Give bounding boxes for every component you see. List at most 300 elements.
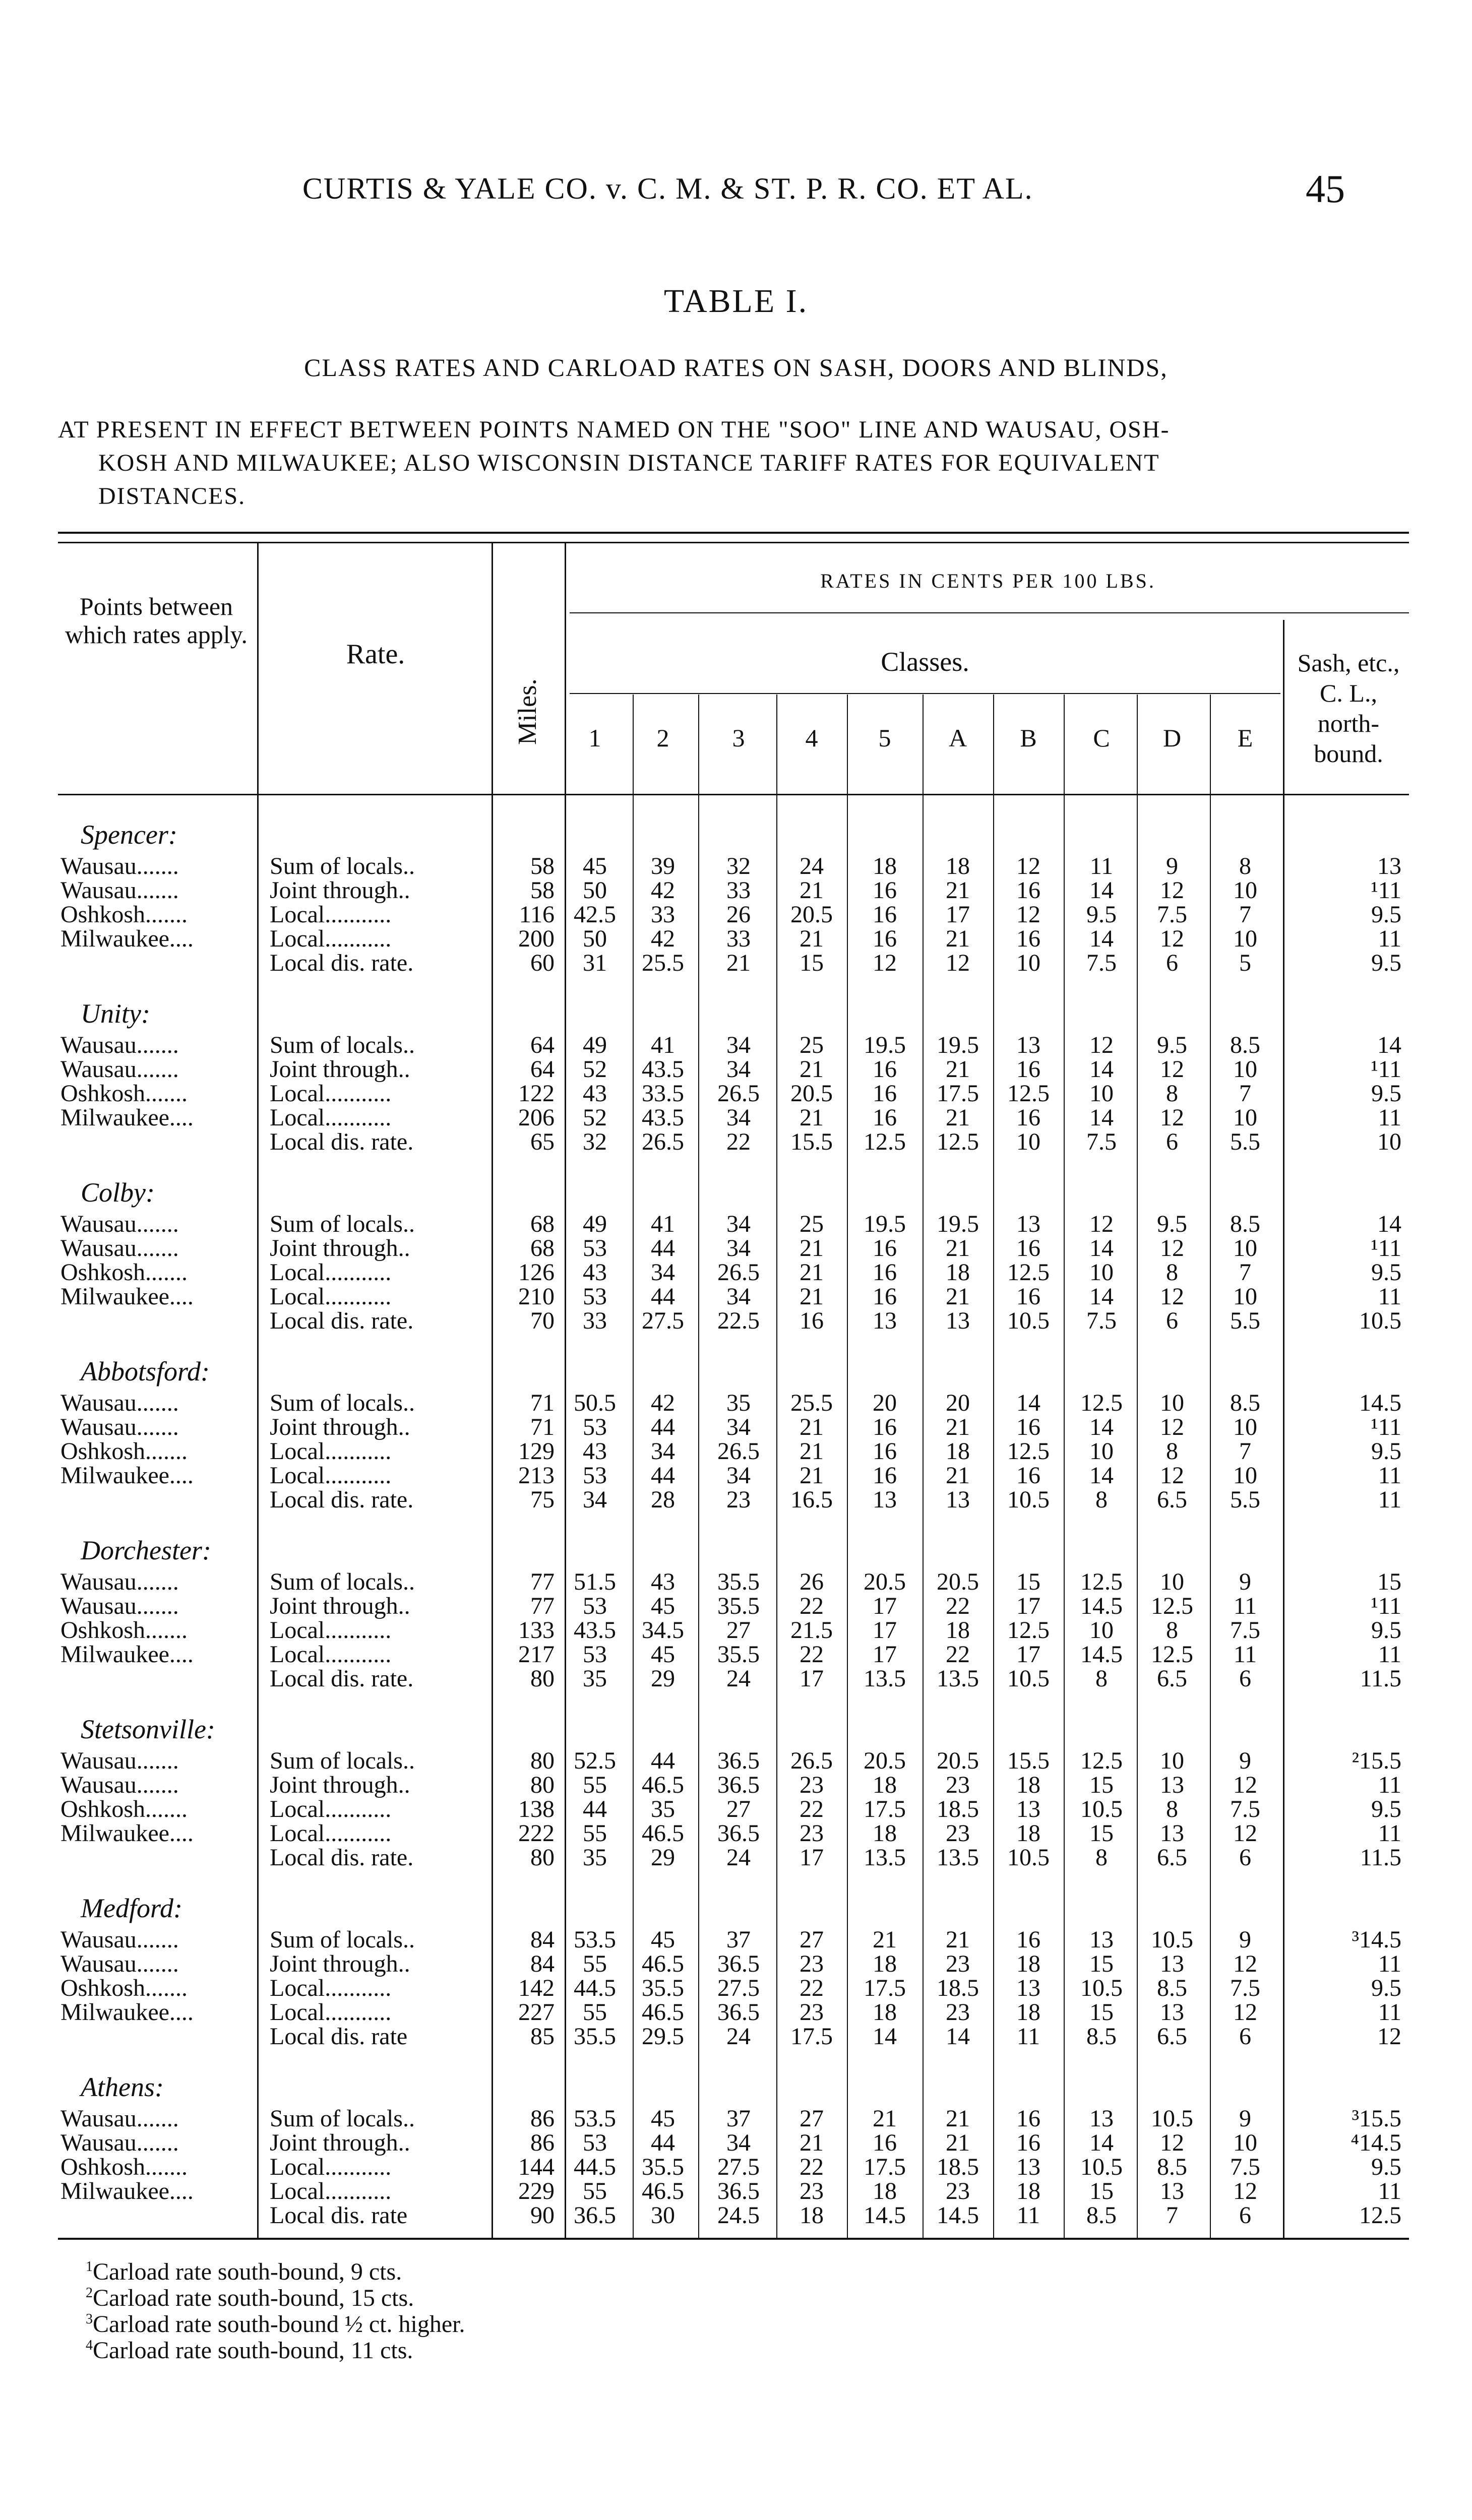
- miles-value: 116: [519, 901, 555, 928]
- class-rate-3: 34: [726, 1211, 751, 1237]
- class-rate-c: 14.5: [1080, 1641, 1123, 1668]
- sash-rate: 9.5: [1371, 2154, 1401, 2180]
- destination: Wausau.......: [60, 853, 179, 879]
- class-rate-a: 21: [946, 1926, 970, 1953]
- class-rate-e: 12: [1233, 1999, 1257, 2026]
- class-rate-1: 53.5: [574, 2105, 616, 2132]
- class-rate-e: 8.5: [1230, 1032, 1260, 1058]
- class-rate-3: 34: [726, 2129, 751, 2156]
- class-rate-a: 21: [946, 877, 970, 904]
- rate-type: Sum of locals..: [270, 1568, 415, 1595]
- rate-type: Joint through..: [270, 1056, 410, 1083]
- class-rate-1: 53.5: [574, 1926, 616, 1953]
- destination: Wausau.......: [60, 1926, 179, 1953]
- class-rate-1: 50: [583, 925, 607, 952]
- class-rate-1: 34: [583, 1486, 607, 1513]
- class-rate-5: 17.5: [864, 1975, 906, 2001]
- class-rate-4: 20.5: [790, 1080, 833, 1107]
- table-bottom-rule: [58, 2238, 1409, 2240]
- class-rate-b: 18: [1016, 2178, 1040, 2204]
- class-rate-5: 17.5: [864, 1796, 906, 1822]
- rate-type: Local...........: [270, 1259, 392, 1286]
- class-rate-b: 16: [1016, 2129, 1040, 2156]
- class-rate-d: 13: [1160, 1820, 1184, 1847]
- class-rate-1: 53: [583, 1593, 607, 1619]
- destination: Oshkosh.......: [60, 2154, 188, 2180]
- sash-rate: 9.5: [1371, 950, 1401, 976]
- destination: Oshkosh.......: [60, 1438, 188, 1465]
- class-rate-1: 45: [583, 853, 607, 879]
- class-rate-a: 20: [946, 1390, 970, 1416]
- class-rate-c: 8.5: [1086, 2202, 1117, 2229]
- class-rate-e: 10: [1233, 877, 1257, 904]
- rate-type: Joint through..: [270, 1593, 410, 1619]
- miles-value: 129: [518, 1438, 555, 1465]
- class-rate-e: 11: [1233, 1593, 1257, 1619]
- class-rate-a: 23: [946, 1772, 970, 1798]
- miles-value: 138: [518, 1796, 555, 1822]
- rate-type: Local dis. rate.: [270, 1128, 414, 1155]
- class-rate-5: 19.5: [864, 1032, 906, 1058]
- class-rate-3: 24: [726, 2023, 751, 2050]
- rate-type: Sum of locals..: [270, 1747, 415, 1774]
- sash-rate: 11.5: [1360, 1665, 1401, 1692]
- class-rate-4: 23: [800, 2178, 824, 2204]
- rate-type: Joint through..: [270, 1950, 410, 1977]
- class-rate-5: 21: [873, 1926, 897, 1953]
- class-rate-2: 46.5: [642, 1999, 684, 2026]
- miles-value: 64: [530, 1032, 555, 1058]
- rate-type: Local...........: [270, 2178, 392, 2204]
- class-rate-4: 23: [800, 1950, 824, 1977]
- class-rate-e: 11: [1233, 1641, 1257, 1668]
- class-header-e: E: [1237, 724, 1253, 752]
- class-rate-3: 35: [726, 1390, 751, 1416]
- class-rate-e: 9: [1239, 1568, 1251, 1595]
- miles-value: 85: [530, 2023, 555, 2050]
- class-header-c: C: [1093, 724, 1110, 752]
- miles-value: 77: [530, 1568, 555, 1595]
- miles-value: 80: [530, 1747, 555, 1774]
- class-rate-4: 26: [800, 1568, 824, 1595]
- class-rate-b: 13: [1016, 1211, 1040, 1237]
- class-rate-a: 18.5: [937, 1975, 979, 2001]
- class-rate-5: 21: [873, 2105, 897, 2132]
- class-rate-1: 42.5: [574, 901, 616, 928]
- class-rate-e: 5: [1239, 950, 1251, 976]
- class-rate-a: 14.5: [937, 2202, 979, 2229]
- destination: Wausau.......: [60, 1390, 179, 1416]
- class-header-2: 2: [656, 724, 669, 752]
- class-rate-2: 45: [651, 2105, 675, 2132]
- class-rate-5: 14.5: [864, 2202, 906, 2229]
- class-rate-d: 6.5: [1157, 1844, 1187, 1871]
- rate-type: Sum of locals..: [270, 1032, 415, 1058]
- class-rate-e: 6: [1239, 2202, 1251, 2229]
- class-rate-2: 25.5: [642, 950, 684, 976]
- sash-rate: 9.5: [1371, 1080, 1401, 1107]
- class-rate-c: 10: [1089, 1617, 1114, 1644]
- class-rate-d: 12: [1160, 1283, 1184, 1310]
- sash-rate: ¹11: [1371, 1593, 1401, 1619]
- destination: Wausau.......: [60, 1568, 179, 1595]
- class-rate-a: 18.5: [937, 1796, 979, 1822]
- class-rate-e: 9: [1239, 2105, 1251, 2132]
- class-rate-4: 21: [800, 877, 824, 904]
- class-rate-d: 8: [1166, 1259, 1178, 1286]
- place-heading: Stetsonville:: [81, 1714, 215, 1744]
- destination: Milwaukee....: [60, 1462, 194, 1489]
- class-rate-5: 16: [873, 1259, 897, 1286]
- rate-type: Local...........: [270, 2154, 392, 2180]
- footnote-text: Carload rate south-bound, 15 cts.: [93, 2285, 414, 2311]
- sash-rate: ¹11: [1371, 1414, 1401, 1440]
- sash-divider: [1283, 620, 1284, 2238]
- destination: Wausau.......: [60, 1056, 179, 1083]
- class-rate-e: 10: [1233, 2129, 1257, 2156]
- class-rate-b: 14: [1016, 1390, 1040, 1416]
- class-rate-2: 34: [651, 1438, 675, 1465]
- class-rate-3: 24: [726, 1665, 751, 1692]
- class-rate-c: 12: [1089, 1211, 1114, 1237]
- class-rate-3: 33: [726, 877, 751, 904]
- class-rate-c: 7.5: [1086, 1128, 1117, 1155]
- class-rate-3: 35.5: [717, 1641, 760, 1668]
- miles-value: 77: [530, 1593, 555, 1619]
- class-rate-b: 16: [1016, 1462, 1040, 1489]
- class-rate-e: 12: [1233, 2178, 1257, 2204]
- class-rate-c: 10: [1089, 1438, 1114, 1465]
- class-rate-1: 53: [583, 1283, 607, 1310]
- class-rate-2: 41: [651, 1032, 675, 1058]
- miles-value: 86: [530, 2129, 555, 2156]
- class-rate-a: 13.5: [937, 1844, 979, 1871]
- class-rate-5: 13: [873, 1486, 897, 1513]
- class-rate-1: 43: [583, 1259, 607, 1286]
- rates-group-rule: [570, 612, 1409, 613]
- header-bottom-rule: [58, 794, 1409, 795]
- class-rate-5: 14: [873, 2023, 897, 2050]
- class-rate-d: 9: [1166, 853, 1178, 879]
- class-rate-a: 21: [946, 1462, 970, 1489]
- class-rate-2: 26.5: [642, 1128, 684, 1155]
- class-rate-3: 36.5: [717, 1999, 760, 2026]
- class-rate-2: 46.5: [642, 1950, 684, 1977]
- footnote-text: Carload rate south-bound, 9 cts.: [93, 2258, 402, 2285]
- class-rate-4: 22: [800, 1641, 824, 1668]
- class-rate-e: 10: [1233, 1235, 1257, 1262]
- class-rate-3: 23: [726, 1486, 751, 1513]
- class-rate-d: 8: [1166, 1796, 1178, 1822]
- class-rate-1: 36.5: [574, 2202, 616, 2229]
- rate-type: Joint through..: [270, 2129, 410, 2156]
- miles-value: 75: [530, 1486, 555, 1513]
- class-rate-a: 13: [946, 1307, 970, 1334]
- class-rate-d: 6: [1166, 1128, 1178, 1155]
- class-rate-5: 16: [873, 2129, 897, 2156]
- class-rate-e: 7.5: [1230, 1975, 1260, 2001]
- class-rate-5: 20.5: [864, 1747, 906, 1774]
- class-rate-5: 20.5: [864, 1568, 906, 1595]
- sash-rate: ¹11: [1371, 1235, 1401, 1262]
- sash-rate: 11: [1378, 1999, 1401, 2026]
- rate-type: Local...........: [270, 1462, 392, 1489]
- miles-value: 71: [530, 1390, 555, 1416]
- class-rate-d: 8.5: [1157, 2154, 1187, 2180]
- rate-type: Local...........: [270, 1641, 392, 1668]
- miles-column-header: Miles.: [513, 678, 542, 745]
- class-rate-e: 7.5: [1230, 1617, 1260, 1644]
- class-rate-e: 12: [1233, 1820, 1257, 1847]
- class-rate-5: 13.5: [864, 1844, 906, 1871]
- class-rate-3: 36.5: [717, 1950, 760, 1977]
- footnote-mark: 3: [86, 2311, 93, 2327]
- class-rate-3: 27: [726, 1796, 751, 1822]
- class-rate-4: 26.5: [790, 1747, 833, 1774]
- class-rate-2: 35: [651, 1796, 675, 1822]
- class-rate-5: 16: [873, 1235, 897, 1262]
- place-heading: Spencer:: [81, 820, 177, 850]
- rate-type: Local dis. rate.: [270, 1844, 414, 1871]
- class-rate-5: 17: [873, 1593, 897, 1619]
- class-rate-d: 13: [1160, 1950, 1184, 1977]
- class-rate-3: 36.5: [717, 2178, 760, 2204]
- class-rate-b: 16: [1016, 877, 1040, 904]
- class-rate-d: 12: [1160, 1462, 1184, 1489]
- class-rate-5: 16: [873, 1414, 897, 1440]
- class-rate-3: 34: [726, 1283, 751, 1310]
- class-rate-5: 18: [873, 853, 897, 879]
- sash-rate: ²15.5: [1352, 1747, 1401, 1774]
- classes-group-rule: [570, 693, 1280, 694]
- class-rate-a: 21: [946, 1283, 970, 1310]
- class-rate-3: 34: [726, 1104, 751, 1131]
- class-divider: [1064, 695, 1065, 2238]
- class-rate-e: 7.5: [1230, 2154, 1260, 2180]
- class-rate-1: 55: [583, 1950, 607, 1977]
- sash-rate: ³14.5: [1352, 1926, 1401, 1953]
- class-rate-2: 35.5: [642, 2154, 684, 2180]
- rate-type: Local...........: [270, 1796, 392, 1822]
- class-rate-1: 55: [583, 1999, 607, 2026]
- class-rate-a: 14: [946, 2023, 970, 2050]
- class-rate-e: 12: [1233, 1950, 1257, 1977]
- miles-value: 227: [518, 1999, 555, 2026]
- class-rate-3: 34: [726, 1032, 751, 1058]
- miles-value: 213: [518, 1462, 555, 1489]
- class-rate-b: 10.5: [1007, 1307, 1050, 1334]
- class-rate-5: 18: [873, 1999, 897, 2026]
- class-rate-d: 13: [1160, 1999, 1184, 2026]
- rate-type: Local...........: [270, 925, 392, 952]
- class-rate-a: 23: [946, 2178, 970, 2204]
- rate-type: Sum of locals..: [270, 2105, 415, 2132]
- class-rate-d: 12: [1160, 1414, 1184, 1440]
- miles-value: 58: [530, 853, 555, 879]
- class-rate-b: 16: [1016, 1056, 1040, 1083]
- table-caption-line-3: DISTANCES.: [98, 483, 246, 510]
- rate-type: Local...........: [270, 901, 392, 928]
- destination: Milwaukee....: [60, 1641, 194, 1668]
- class-rate-4: 21: [800, 1259, 824, 1286]
- class-rate-b: 12.5: [1007, 1438, 1050, 1465]
- class-rate-b: 10: [1016, 1128, 1040, 1155]
- class-rate-d: 6.5: [1157, 1665, 1187, 1692]
- class-rate-e: 5.5: [1230, 1486, 1260, 1513]
- class-rate-1: 53: [583, 1235, 607, 1262]
- miles-value: 144: [518, 2154, 555, 2180]
- class-rate-d: 12: [1160, 1056, 1184, 1083]
- class-rate-2: 41: [651, 1211, 675, 1237]
- class-rate-c: 14: [1089, 925, 1114, 952]
- class-divider: [847, 695, 848, 2238]
- class-rate-2: 45: [651, 1641, 675, 1668]
- class-rate-2: 34.5: [642, 1617, 684, 1644]
- class-rate-1: 53: [583, 2129, 607, 2156]
- miles-value: 86: [530, 2105, 555, 2132]
- rate-type: Joint through..: [270, 1414, 410, 1440]
- destination: Milwaukee....: [60, 2178, 194, 2204]
- class-rate-4: 21: [800, 925, 824, 952]
- miles-value: 84: [530, 1926, 555, 1953]
- class-rate-c: 10: [1089, 1080, 1114, 1107]
- class-rate-5: 16: [873, 1438, 897, 1465]
- rate-type: Local...........: [270, 1999, 392, 2026]
- class-rate-1: 31: [583, 950, 607, 976]
- class-rate-b: 17: [1016, 1593, 1040, 1619]
- class-rate-3: 27.5: [717, 1975, 760, 2001]
- class-rate-e: 8.5: [1230, 1211, 1260, 1237]
- class-rate-5: 13: [873, 1307, 897, 1334]
- class-rate-1: 35.5: [574, 2023, 616, 2050]
- footnote-text: Carload rate south-bound ½ ct. higher.: [93, 2311, 465, 2338]
- rate-type: Local...........: [270, 1080, 392, 1107]
- destination: Oshkosh.......: [60, 901, 188, 928]
- class-rate-5: 16: [873, 1080, 897, 1107]
- place-heading: Colby:: [81, 1177, 155, 1208]
- class-rate-d: 7.5: [1157, 901, 1187, 928]
- classes-group-header: Classes.: [881, 647, 969, 677]
- destination: Oshkosh.......: [60, 1259, 188, 1286]
- class-rate-b: 11: [1016, 2202, 1040, 2229]
- class-rate-d: 12: [1160, 2129, 1184, 2156]
- class-rate-4: 21: [800, 1462, 824, 1489]
- class-rate-a: 21: [946, 2105, 970, 2132]
- class-rate-1: 52.5: [574, 1747, 616, 1774]
- class-rate-3: 21: [726, 950, 751, 976]
- class-rate-e: 6: [1239, 2023, 1251, 2050]
- miles-value: 64: [530, 1056, 555, 1083]
- class-rate-4: 16: [800, 1307, 824, 1334]
- class-rate-2: 34: [651, 1259, 675, 1286]
- class-rate-e: 9: [1239, 1926, 1251, 1953]
- class-rate-e: 12: [1233, 1772, 1257, 1798]
- class-rate-4: 17.5: [790, 2023, 833, 2050]
- rate-type: Local dis. rate: [270, 2202, 408, 2229]
- class-rate-c: 8.5: [1086, 2023, 1117, 2050]
- destination: Wausau.......: [60, 1235, 179, 1262]
- place-heading: Unity:: [81, 998, 150, 1029]
- class-rate-e: 5.5: [1230, 1128, 1260, 1155]
- destination: Milwaukee....: [60, 1820, 194, 1847]
- class-rate-4: 25: [800, 1032, 824, 1058]
- class-rate-c: 14: [1089, 1414, 1114, 1440]
- class-rate-a: 18: [946, 853, 970, 879]
- class-rate-c: 12: [1089, 1032, 1114, 1058]
- class-rate-1: 43.5: [574, 1617, 616, 1644]
- class-rate-d: 13: [1160, 2178, 1184, 2204]
- miles-value: 126: [518, 1259, 555, 1286]
- class-rate-2: 46.5: [642, 2178, 684, 2204]
- rate-type: Joint through..: [270, 1235, 410, 1262]
- footnote-mark: 2: [86, 2285, 93, 2301]
- class-rate-2: 28: [651, 1486, 675, 1513]
- class-rate-c: 14: [1089, 1056, 1114, 1083]
- class-rate-5: 17: [873, 1617, 897, 1644]
- class-rate-e: 8.5: [1230, 1390, 1260, 1416]
- class-rate-4: 23: [800, 1999, 824, 2026]
- class-rate-2: 45: [651, 1593, 675, 1619]
- class-rate-5: 18: [873, 1820, 897, 1847]
- rate-column-header: Rate.: [346, 639, 405, 670]
- class-rate-d: 10: [1160, 1747, 1184, 1774]
- class-rate-3: 35.5: [717, 1568, 760, 1595]
- class-rate-4: 21: [800, 1104, 824, 1131]
- miles-value: 68: [530, 1211, 555, 1237]
- class-rate-2: 44: [651, 1235, 675, 1262]
- footnote-text: Carload rate south-bound, 11 cts.: [93, 2337, 413, 2364]
- miles-value: 222: [518, 1820, 555, 1847]
- destination: Wausau.......: [60, 2129, 179, 2156]
- class-rate-3: 34: [726, 1235, 751, 1262]
- table-top-rule-2: [58, 542, 1409, 543]
- class-rate-4: 22: [800, 2154, 824, 2180]
- class-rate-e: 6: [1239, 1665, 1251, 1692]
- sash-rate: 9.5: [1371, 1975, 1401, 2001]
- class-rate-c: 7.5: [1086, 950, 1117, 976]
- class-rate-e: 7.5: [1230, 1796, 1260, 1822]
- class-rate-4: 15.5: [790, 1128, 833, 1155]
- class-rate-b: 17: [1016, 1641, 1040, 1668]
- class-rate-b: 16: [1016, 1926, 1040, 1953]
- class-rate-b: 13: [1016, 1796, 1040, 1822]
- class-rate-4: 17: [800, 1665, 824, 1692]
- class-rate-5: 16: [873, 1462, 897, 1489]
- class-rate-d: 13: [1160, 1772, 1184, 1798]
- class-rate-4: 25.5: [790, 1390, 833, 1416]
- place-heading: Athens:: [81, 2072, 164, 2102]
- destination: Oshkosh.......: [60, 1975, 188, 2001]
- class-rate-b: 12: [1016, 901, 1040, 928]
- class-rate-4: 23: [800, 1772, 824, 1798]
- class-rate-3: 26.5: [717, 1259, 760, 1286]
- sash-column-header: Sash, etc., C. L., north-bound.: [1297, 649, 1400, 768]
- destination: Wausau.......: [60, 877, 179, 904]
- class-rate-a: 21: [946, 1414, 970, 1440]
- class-rate-4: 15: [800, 950, 824, 976]
- class-rate-a: 13.5: [937, 1665, 979, 1692]
- class-rate-e: 7: [1239, 901, 1251, 928]
- class-rate-3: 27: [726, 1617, 751, 1644]
- class-rate-1: 49: [583, 1211, 607, 1237]
- footnote: [86, 2310, 465, 2338]
- class-rate-3: 36.5: [717, 1772, 760, 1798]
- class-rate-c: 12.5: [1080, 1390, 1123, 1416]
- points-column-header: Points between which rates apply.: [65, 592, 248, 649]
- rate-type: Local...........: [270, 1975, 392, 2001]
- class-rate-c: 14: [1089, 1104, 1114, 1131]
- class-rate-3: 35.5: [717, 1593, 760, 1619]
